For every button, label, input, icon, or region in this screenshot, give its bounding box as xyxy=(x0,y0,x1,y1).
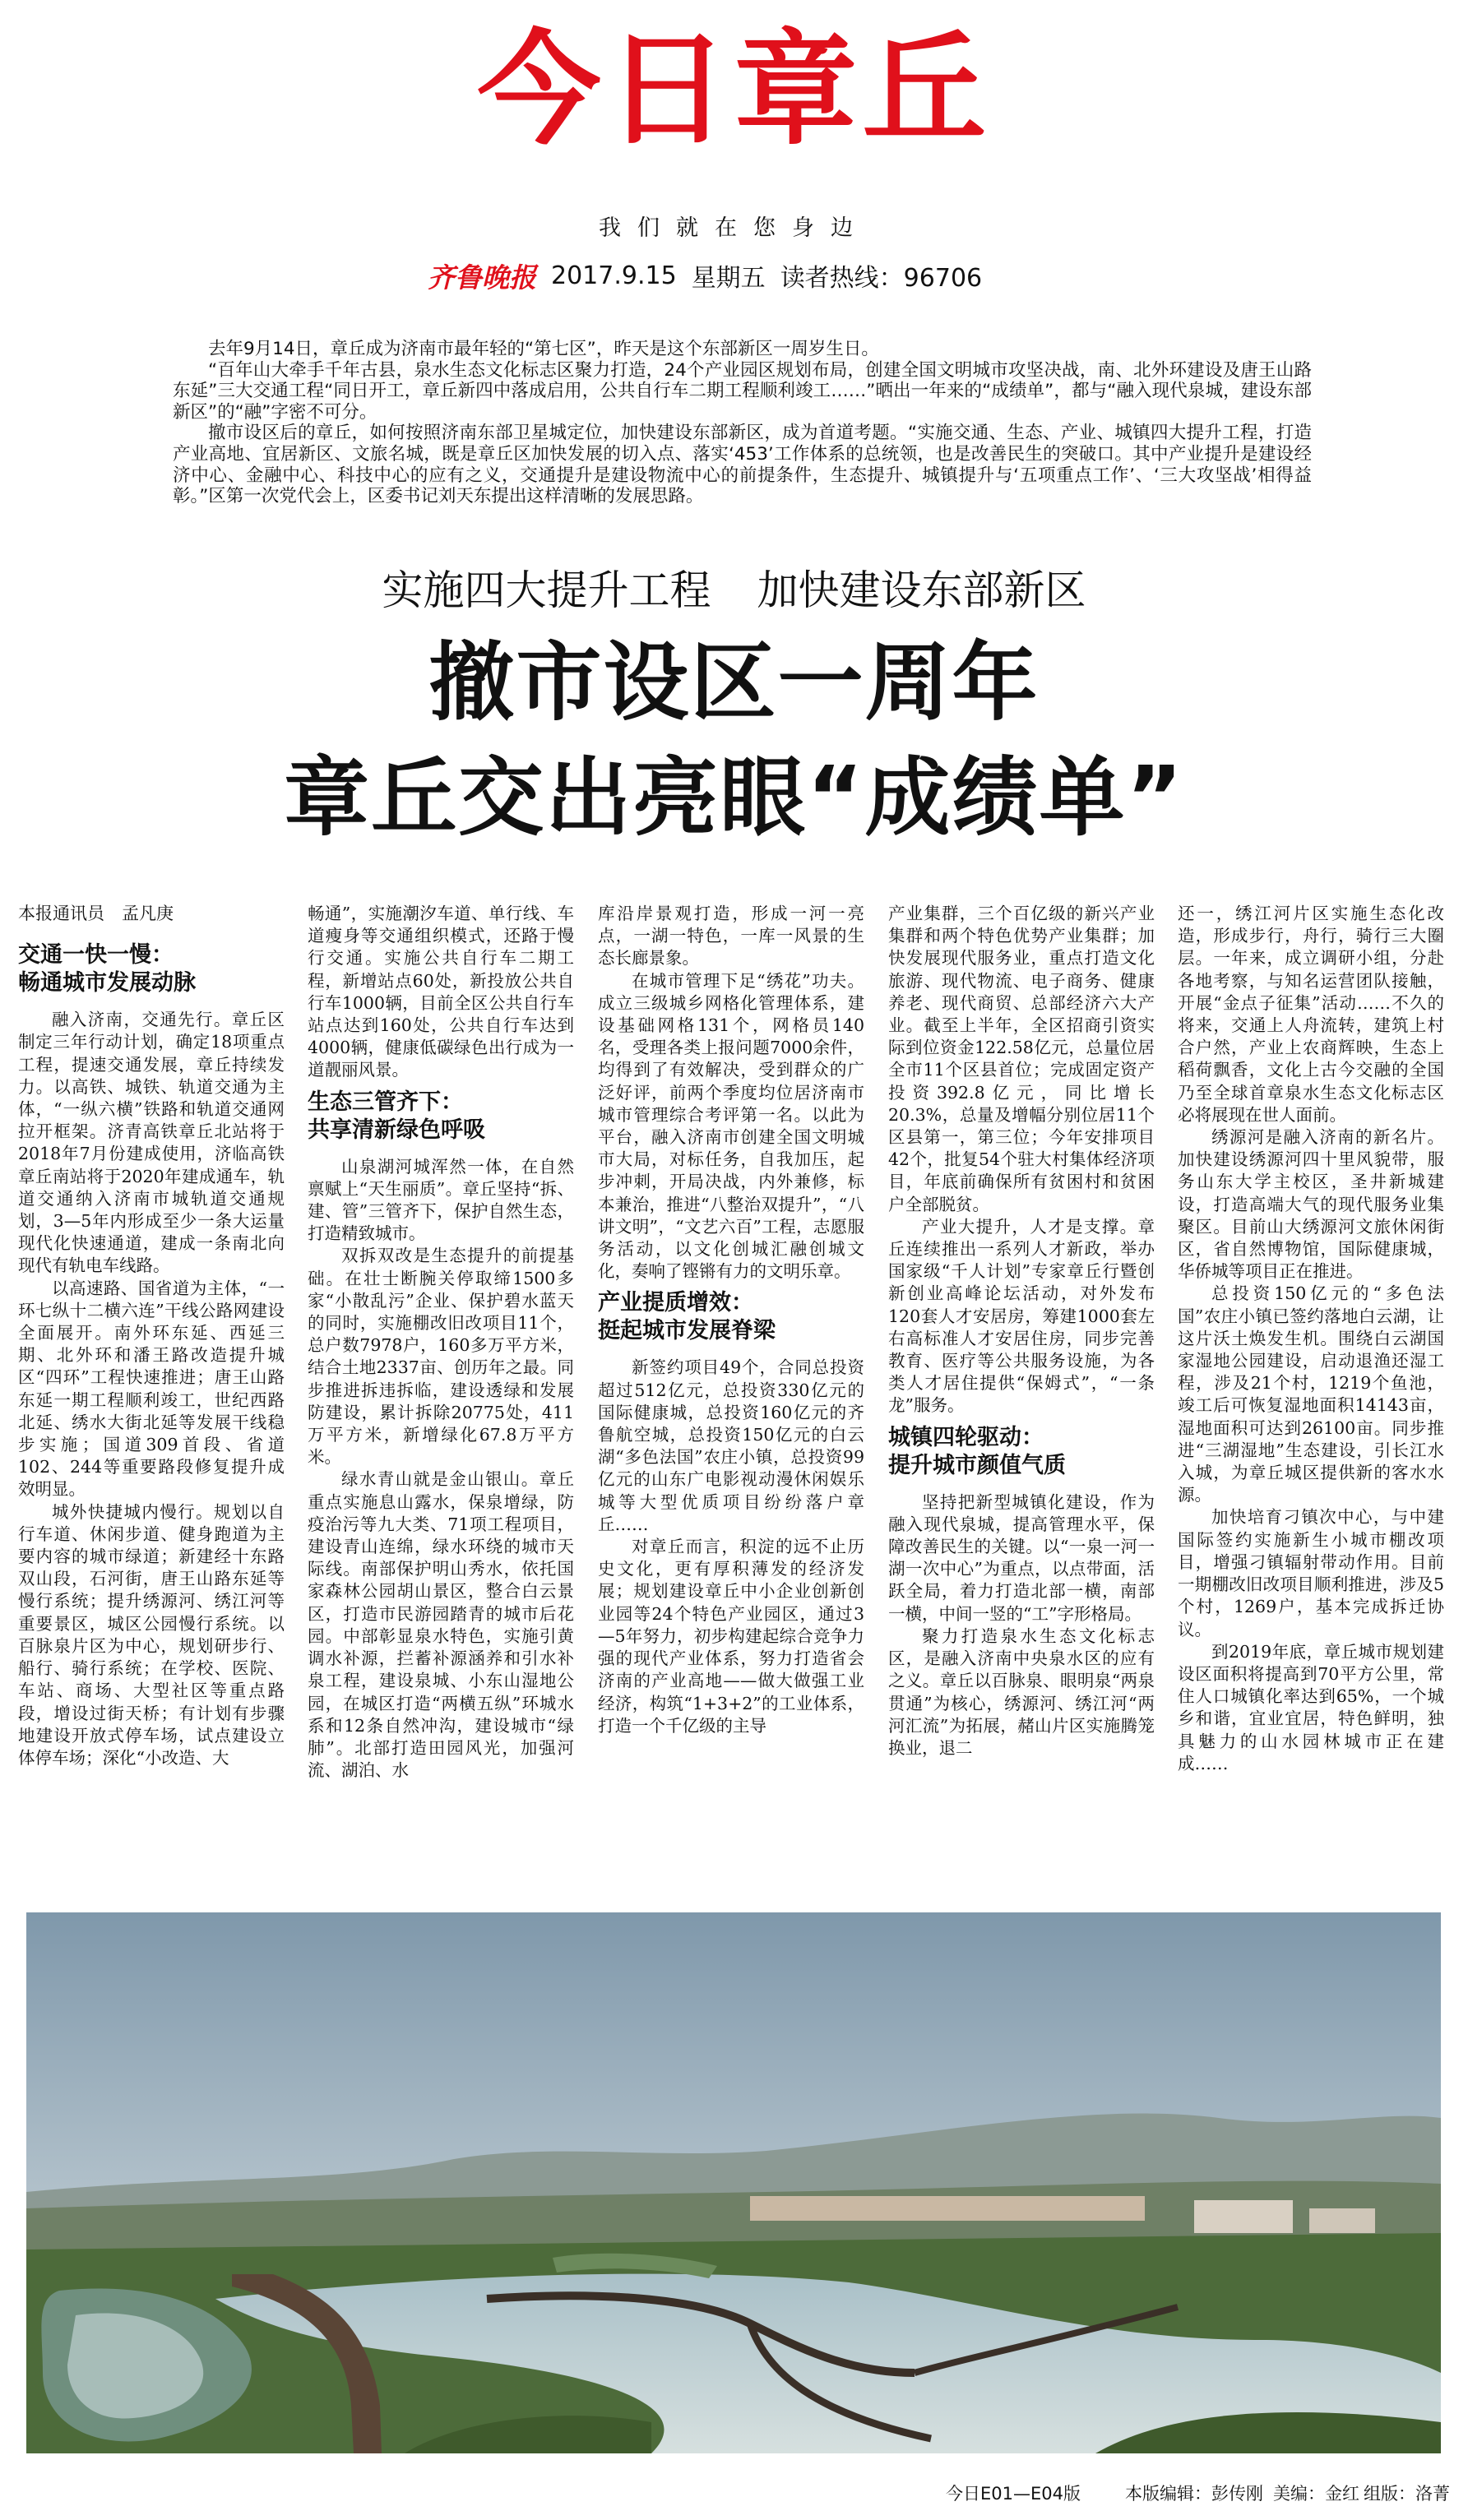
section-heading xyxy=(308,1089,574,1144)
section-heading xyxy=(18,941,285,997)
article-paragraph: 库沿岸景观打造，形成一河一亮点，一湖一特色，一库一风景的生态长廊景象。 xyxy=(598,904,864,969)
article-paragraph: 双拆双改是生态提升的前提基础。在壮士断腕关停取缔1500多家“小散乱污”企业、保护碧水蓝天的同时，实施棚改旧改项目11个，总户数7978户，160多万平方米，结合土地2337亩、创历年之最。同步推进拆违拆临，建设透绿和发展防建设，累计拆除20775处，411万平方米，新增绿化67.8万平方米。 xyxy=(308,1246,574,1468)
masthead-info-line xyxy=(428,257,982,294)
article-paragraph: 还一，绣江河片区实施生态化改造，形成步行，舟行，骑行三大圈层。一年来，成立调研小组，分赴各地考察，与知名运营团队接触，开展“金点子征集”活动……不久的将来，交通上人舟流转，建筑上村合户然，产业上农商辉映，生态上稻荷飘香，文化上古今交融的全国乃至全球首章泉水生态文化标志区必将展现在世人面前。 xyxy=(1178,904,1444,1125)
section-heading-line-1: 产业提质增效： xyxy=(598,1290,753,1316)
issue-date: 2017.9.15 xyxy=(551,261,677,290)
footer-art-editor: 美编：金红 xyxy=(1273,2484,1359,2504)
article-paragraph: 总投资150亿元的“多色法国”农庄小镇已签约落地白云湖，让这片沃土焕发生机。围绕白云湖国家湿地公园建设，启动退渔还湿工程，涉及21个村，1219个鱼池，竣工后可恢复湿地面积14143亩，湿地面积可达到26100亩。同步推进“三湖湿地”生态建设，引长江水入城，为章丘城区提供新的客水水源。 xyxy=(1178,1283,1444,1505)
headline-main-1: 撤市设区一周年 xyxy=(428,632,1040,733)
masthead-title: 今日章丘 xyxy=(477,19,991,162)
footer-edition: 今日E01—E04版 xyxy=(946,2484,1081,2504)
article-paragraph: 聚力打造泉水生态文化标志区，是融入济南中央泉水区的应有之义。章丘以百脉泉、眼明泉“两泉贯通”为核心，绣源河、绣江河“两河汇流”为拓展，赭山片区实施腾笼换业，退二 xyxy=(888,1625,1155,1758)
article-paragraph: 加快培育刁镇次中心，与中建国际签约实施新生小城市棚改项目，增强刁镇辐射带动作用。目前一期棚改旧改项目顺利推进，涉及5个村，1269户，基本完成拆迁协议。 xyxy=(1178,1507,1444,1639)
article-paragraph: 产业大提升，人才是支撑。章丘连续推出一系列人才新政，举办国家级“千人计划”专家章丘行暨创新创业高峰论坛活动，对外发布120套人才安居房，筹建1000套左右高标准人才安居住房，同步完善教育、医疗等公共服务设施，为各类人才居住提供“保姆式”，“一条龙”服务。 xyxy=(888,1216,1155,1416)
article-column-2 xyxy=(308,903,574,1782)
issue-weekday: 星期五 xyxy=(691,264,766,293)
article-column-3 xyxy=(598,903,864,1737)
section-heading-line-1: 交通一快一慢： xyxy=(18,942,174,969)
article-column-5 xyxy=(1178,903,1444,1775)
headline-kicker xyxy=(0,563,1468,617)
section-heading-line-2: 提升城市颜值气质 xyxy=(888,1452,1066,1478)
article-column-1 xyxy=(18,903,285,1769)
byline: 本报通讯员 孟凡庚 xyxy=(18,904,174,923)
article-paragraph: 坚持把新型城镇化建设，作为融入现代泉城，提高管理水平，保障改善民生的关键。以“一泉一河一湖一次中心”为重点，以点带面，活跃全局，着力打造北部一横，南部一横，中间一竖的“工”字形格局。 xyxy=(888,1491,1155,1624)
headline-main-2: 章丘交出亮眼“成绩单” xyxy=(284,747,1184,848)
wetland-landscape-photo xyxy=(26,1912,1441,2453)
masthead-slogan: 我们就在您身边 xyxy=(599,215,869,241)
section-heading-line-1: 生态三管齐下： xyxy=(308,1089,463,1115)
brand-logo: 齐鲁晚报 xyxy=(428,261,536,294)
article-column-4 xyxy=(888,903,1155,1759)
article-paragraph: 绣源河是融入济南的新名片。加快建设绣源河四十里风貌带，服务山东大学主校区，圣井新城建设，打造高端大气的现代服务业集聚区。目前山大绣源河文旅休闲街区，省自然博物馆，国际健康城，华侨城等项目正在推进。 xyxy=(1178,1127,1444,1282)
intro-paragraph: 撤市设区后的章丘，如何按照济南东部卫星城定位，加快建设东部新区，成为首道考题。“实施交通、生态、产业、城镇四大提升工程，打造产业高地、宜居新区、文旅名城，既是章丘区加快发展的切入点、落实‘453’工作体系的总统领，也是改善民生的突破口。其中产业提升是建设经济中心、金融中心、科技中心的应有之义，交通提升是建设物流中心的前提条件，生态提升、城镇提升与‘五项重点工作’、‘三大攻坚战’相得益彰。”区第一次党代会上，区委书记刘天东提出这样清晰的发展思路。 xyxy=(173,423,1312,507)
article-paragraph: 绿水青山就是金山银山。章丘重点实施息山露水，保泉增绿，防疫治污等九大类、71项工程项目，建设青山连绵，绿水环绕的城市天际线。南部保护明山秀水，依托国家森林公园胡山景区，整合白云景区，打造市民游园踏青的城市后花园。中部彰显泉水特色，实施引黄调水补源，拦蓄补源涵养和引水补泉工程，建设泉城、小东山湿地公园，在城区打造“两横五纵”环城水系和12条自然冲沟，建设城市“绿肺”。北部打造田园风光，加强河流、湖泊、水 xyxy=(308,1469,574,1781)
kicker-part-a: 实施四大提升工程 xyxy=(382,566,711,614)
article-paragraph: 畅通”，实施潮汐车道、单行线、车道瘦身等交通组织模式，还路于慢行交通。实施公共自行车二期工程，新增站点60处，新投放公共自行车1000辆，目前全区公共自行车站点达到160处，公共自行车达到4000辆，健康低碳绿色出行成为一道靓丽风景。 xyxy=(308,904,574,1080)
kicker-part-b: 加快建设东部新区 xyxy=(757,566,1086,614)
section-heading-line-2: 共享清新绿色呼吸 xyxy=(308,1117,485,1143)
section-heading xyxy=(888,1424,1155,1480)
footer-editor: 本版编辑：彭传刚 xyxy=(1125,2484,1263,2504)
section-heading-line-2: 畅通城市发展动脉 xyxy=(18,970,196,996)
intro-block xyxy=(173,339,1312,507)
article-paragraph: 山泉湖河城浑然一体，在自然禀赋上“天生丽质”。章丘坚持“拆、建、管”三管齐下，保护自然生态，打造精致城市。 xyxy=(308,1156,574,1244)
intro-paragraph: 去年9月14日，章丘成为济南市最年轻的“第七区”，昨天是这个东部新区一周岁生日。 xyxy=(208,339,879,359)
article-paragraph: 以高速路、国省道为主体，“一环七纵十二横六连”干线公路网建设全面展开。南外环东延、西延三期、北外环和潘王路改造提升城区“四环”工程快速推进；唐王山路东延一期工程顺利竣工，世纪西路北延、绣水大街北延等发展干线稳步实施；国道309首段、省道102、244等重要路段修复提升成效明显。 xyxy=(18,1278,285,1500)
section-heading-line-2: 挺起城市发展脊梁 xyxy=(598,1318,776,1344)
footer-layout: 组版：洛菁 xyxy=(1364,2484,1450,2504)
article-paragraph: 对章丘而言，积淀的远不止历史文化，更有厚积薄发的经济发展；规划建设章丘中小企业创新创业园等24个特色产业园区，通过3—5年努力，初步构建起综合竞争力强的现代产业体系，努力打造省会济南的产业高地——做大做强工业经济，构筑“1+3+2”的工业体系，打造一个千亿级的主导 xyxy=(598,1537,864,1736)
article-paragraph: 产业集群，三个百亿级的新兴产业集群和两个特色优势产业集群；加快发展现代服务业，重点打造文化旅游、现代物流、电子商务、健康养老、现代商贸、总部经济六大产业。截至上半年，全区招商引资实际到位资金122.58亿元，总量位居全市11个区县首位；完成固定资产投资392.8亿元，同比增长20.3%，总量及增幅分别位居11个区县第一，第三位；今年安排项目42个，批复54个驻大村集体经济项目，年底前确保所有贫困村和贫困户全部脱贫。 xyxy=(888,904,1155,1214)
article-paragraph: 融入济南，交通先行。章丘区制定三年行动计划，确定18项重点工程，提速交通发展，章丘持续发力。以高铁、城铁、轨道交通为主体，“一纵六横”铁路和轨道交通网拉开框架。济青高铁章丘北站将于2018年7月份建成使用，济临高铁章丘南站将于2020年建成通车，轨道交通纳入济南市城轨道交通规划，3—5年内形成至少一条大运量现代化快速通道，建成一条南北向现代有轨电车线路。 xyxy=(18,1010,285,1276)
article-paragraph: 到2019年底，章丘城市规划建设区面积将提高到70平方公里，常住人口城镇化率达到65%，一个城乡和谐，宜业宜居，特色鲜明，独具魅力的山水园林城市正在建成…… xyxy=(1178,1641,1444,1773)
reader-hotline: 读者热线：96706 xyxy=(780,264,983,293)
section-heading xyxy=(598,1289,864,1345)
article-paragraph: 城外快捷城内慢行。规划以自行车道、休闲步道、健身跑道为主要内容的城市绿道；新建经十东路双山段，石河街，唐王山路东延等慢行系统；提升绣源河、绣江河等重要景区，城区公园慢行系统。以百脉泉片区为中心，规划研步行、船行、骑行系统；在学校、医院、车站、商场、大型社区等重点路段，增设过街天桥；有计划有步骤地建设开放式停车场，试点建设立体停车场；深化“小改造、大 xyxy=(18,1501,285,1768)
section-heading-line-1: 城镇四轮驱动： xyxy=(888,1424,1044,1450)
article-paragraph: 新签约项目49个，合同总投资超过512亿元，总投资330亿元的国际健康城，总投资160亿元的齐鲁航空城，总投资150亿元的白云湖“多色法国”农庄小镇，总投资99亿元的山东广电影视动漫休闲娱乐城等大型优质项目纷纷落户章丘…… xyxy=(598,1357,864,1534)
intro-paragraph: “百年山大牵手千年古县，泉水生态文化标志区聚力打造，24个产业园区规划布局，创建全国文明城市攻坚决战，南、北外环建设及唐王山路东延”三大交通工程“同日开工，章丘新四中落成启用，公共自行车二期工程顺利竣工……”晒出一年来的“成绩单”，都与“融入现代泉城，建设东部新区”的“融”字密不可分。 xyxy=(173,359,1312,423)
article-paragraph: 在城市管理下足“绣花”功夫。成立三级城乡网格化管理体系，建设基础网格131个，网格员140名，受理各类上报问题7000余件，均得到了有效解决，受到群众的广泛好评，前两个季度均位居济南市城市管理综合考评第一名。以此为平台，融入济南市创建全国文明城市大局，对标任务，自我加压，起步冲刺，开局决战，内外兼修，标本兼治，推进“八整治双提升”，“八讲文明”，“文艺六百”工程，志愿服务活动，以文化创城汇融创城文化，奏响了铿锵有力的文明乐章。 xyxy=(598,970,864,1282)
